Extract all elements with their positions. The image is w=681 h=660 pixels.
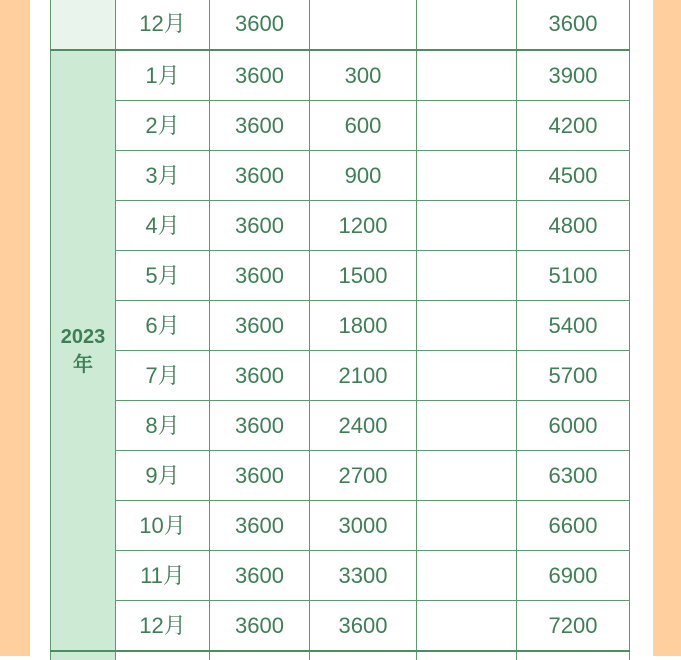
col3-cell — [417, 451, 517, 501]
col2-cell: 600 — [310, 101, 417, 151]
year-cell — [51, 50, 116, 651]
col4-cell: 4500 — [517, 151, 630, 201]
col1-cell: 3600 — [210, 351, 310, 401]
month-cell: 7月 — [116, 351, 210, 401]
table-row — [51, 301, 630, 351]
month-cell: 11月 — [116, 551, 210, 601]
col1-cell: 3600 — [210, 101, 310, 151]
table-row — [51, 501, 630, 551]
col1-cell: 3600 — [210, 401, 310, 451]
prev-year-cell — [51, 0, 116, 50]
col3-cell — [417, 0, 517, 50]
col3-cell — [417, 351, 517, 401]
col3-cell — [417, 551, 517, 601]
col3-cell — [417, 251, 517, 301]
table-row — [51, 351, 630, 401]
col3-cell — [417, 601, 517, 652]
table-row — [51, 551, 630, 601]
table-row — [51, 401, 630, 451]
col1-cell: 3600 — [210, 251, 310, 301]
month-cell: 9月 — [116, 451, 210, 501]
col4-cell: 5100 — [517, 251, 630, 301]
col1-cell: 3600 — [210, 151, 310, 201]
col1-cell: 3600 — [210, 301, 310, 351]
month-cell: 12月 — [116, 601, 210, 652]
left-orange-border — [0, 0, 30, 656]
col4-cell: 6000 — [517, 401, 630, 451]
col1-cell: 3600 — [210, 50, 310, 101]
col1-cell: 3600 — [210, 0, 310, 50]
col2-cell: 3600 — [310, 601, 417, 652]
col2-cell: 1800 — [310, 301, 417, 351]
month-cell: 4月 — [116, 201, 210, 251]
col2-cell: 300 — [310, 50, 417, 101]
col2-cell: 900 — [310, 151, 417, 201]
col1-cell: 3600 — [210, 201, 310, 251]
col3-cell — [417, 301, 517, 351]
col1-cell: 3600 — [210, 451, 310, 501]
month-cell: 12月 — [116, 0, 210, 50]
right-orange-border — [653, 0, 681, 656]
col2-cell: 2400 — [310, 401, 417, 451]
col2-cell: 1200 — [310, 201, 417, 251]
col1-cell: 3600 — [210, 601, 310, 652]
col3-cell — [417, 151, 517, 201]
col4-cell: 6300 — [517, 451, 630, 501]
month-cell: 10月 — [116, 501, 210, 551]
col1-cell: 3600 — [210, 501, 310, 551]
year-suffix: 年 — [73, 353, 93, 376]
month-cell: 5月 — [116, 251, 210, 301]
col3-cell — [417, 401, 517, 451]
col4-cell: 4200 — [517, 101, 630, 151]
col4-cell: 3600 — [517, 0, 630, 50]
col4-cell: 5400 — [517, 301, 630, 351]
month-cell: 6月 — [116, 301, 210, 351]
col2-cell: 2700 — [310, 451, 417, 501]
col3-cell — [417, 201, 517, 251]
col4-cell: 7200 — [517, 601, 630, 652]
col4-cell: 5700 — [517, 351, 630, 401]
table-row-prev-year — [51, 0, 630, 50]
month-cell: 8月 — [116, 401, 210, 451]
col2-cell: 2100 — [310, 351, 417, 401]
col4-cell: 3900 — [517, 50, 630, 101]
table-row — [51, 101, 630, 151]
col1-cell: 3600 — [210, 551, 310, 601]
month-cell: 3月 — [116, 151, 210, 201]
table-row — [51, 151, 630, 201]
salary-table-body — [51, 0, 630, 660]
col2-cell: 3300 — [310, 551, 417, 601]
col2-cell: 1500 — [310, 251, 417, 301]
col2-cell: 3000 — [310, 501, 417, 551]
table-row — [51, 50, 630, 101]
col4-cell: 6600 — [517, 501, 630, 551]
col3-cell — [417, 501, 517, 551]
year-number: 2023 — [60, 325, 106, 348]
table-row — [51, 201, 630, 251]
table-row — [51, 601, 630, 652]
table-row — [51, 451, 630, 501]
table-row — [51, 251, 630, 301]
col3-cell — [417, 50, 517, 101]
salary-table — [50, 0, 630, 660]
col2-cell — [310, 0, 417, 50]
month-cell: 2月 — [116, 101, 210, 151]
col4-cell: 4800 — [517, 201, 630, 251]
col4-cell: 6900 — [517, 551, 630, 601]
col3-cell — [417, 101, 517, 151]
month-cell: 1月 — [116, 50, 210, 101]
